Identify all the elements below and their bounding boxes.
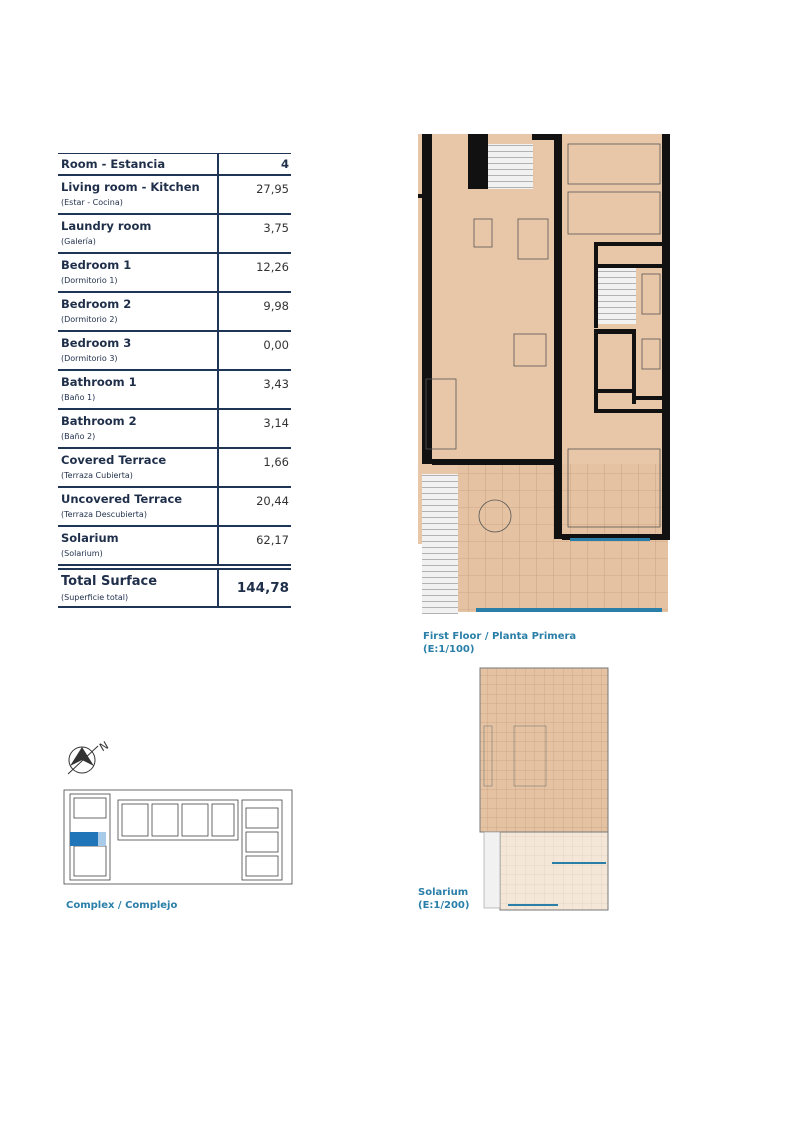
solarium-plan	[478, 666, 610, 914]
table-row	[58, 527, 291, 566]
room-area: 62,17	[256, 533, 289, 547]
room-name: Living room - Kitchen	[61, 180, 200, 194]
total-sub: (Superficie total)	[61, 593, 129, 602]
room-sub: (Baño 2)	[61, 432, 96, 441]
room-sub: (Estar - Cocina)	[61, 198, 123, 207]
room-sub: (Galería)	[61, 237, 96, 246]
room-name: Bedroom 2	[61, 297, 132, 311]
first-floor-caption	[423, 630, 576, 656]
table-row	[58, 449, 291, 488]
room-sub: (Terraza Cubierta)	[61, 471, 133, 480]
north-label: N	[97, 738, 111, 755]
table-header-value: 4	[280, 157, 289, 171]
room-name: Bedroom 1	[61, 258, 132, 272]
room-area: 27,95	[256, 182, 289, 196]
table-header-label: Room - Estancia	[61, 157, 166, 171]
table-header-row	[58, 153, 291, 176]
table-row	[58, 371, 291, 410]
table-row	[58, 488, 291, 527]
room-name: Solarium	[61, 531, 119, 545]
first-floor-scale: (E:1/100)	[423, 644, 475, 655]
total-label: Total Surface	[61, 574, 158, 589]
room-sub: (Solarium)	[61, 549, 103, 558]
table-row	[58, 254, 291, 293]
complex-caption: Complex / Complejo	[66, 900, 178, 911]
room-name: Laundry room	[61, 219, 152, 233]
room-area: 3,43	[263, 377, 289, 391]
room-area: 9,98	[263, 299, 289, 313]
room-sub: (Baño 1)	[61, 393, 96, 402]
table-row	[58, 176, 291, 215]
surface-table	[58, 153, 291, 608]
first-floor-plan	[418, 134, 670, 618]
room-area: 12,26	[256, 260, 289, 274]
room-sub: (Dormitorio 1)	[61, 276, 118, 285]
room-sub: (Dormitorio 3)	[61, 354, 118, 363]
room-sub: (Terraza Descubierta)	[61, 510, 147, 519]
room-area: 3,75	[263, 221, 289, 235]
total-value: 144,78	[236, 580, 289, 596]
room-name: Covered Terrace	[61, 453, 167, 467]
table-total-row	[58, 568, 291, 608]
room-area: 3,14	[263, 416, 289, 430]
first-floor-title: First Floor / Planta Primera	[423, 631, 577, 642]
room-sub: (Dormitorio 2)	[61, 315, 118, 324]
solarium-scale: (E:1/200)	[418, 900, 470, 911]
room-name: Bathroom 2	[61, 414, 137, 428]
solarium-title: Solarium	[418, 887, 469, 898]
table-rows	[58, 176, 291, 566]
solarium-caption	[418, 886, 469, 912]
room-name: Uncovered Terrace	[61, 492, 183, 506]
room-area: 0,00	[263, 338, 289, 352]
room-name: Bathroom 1	[61, 375, 137, 389]
room-area: 20,44	[256, 494, 289, 508]
compass-icon	[60, 740, 120, 780]
table-row	[58, 215, 291, 254]
room-area: 1,66	[263, 455, 289, 469]
table-row	[58, 332, 291, 371]
complex-map	[62, 788, 294, 888]
table-row	[58, 410, 291, 449]
room-name: Bedroom 3	[61, 336, 132, 350]
table-row	[58, 293, 291, 332]
